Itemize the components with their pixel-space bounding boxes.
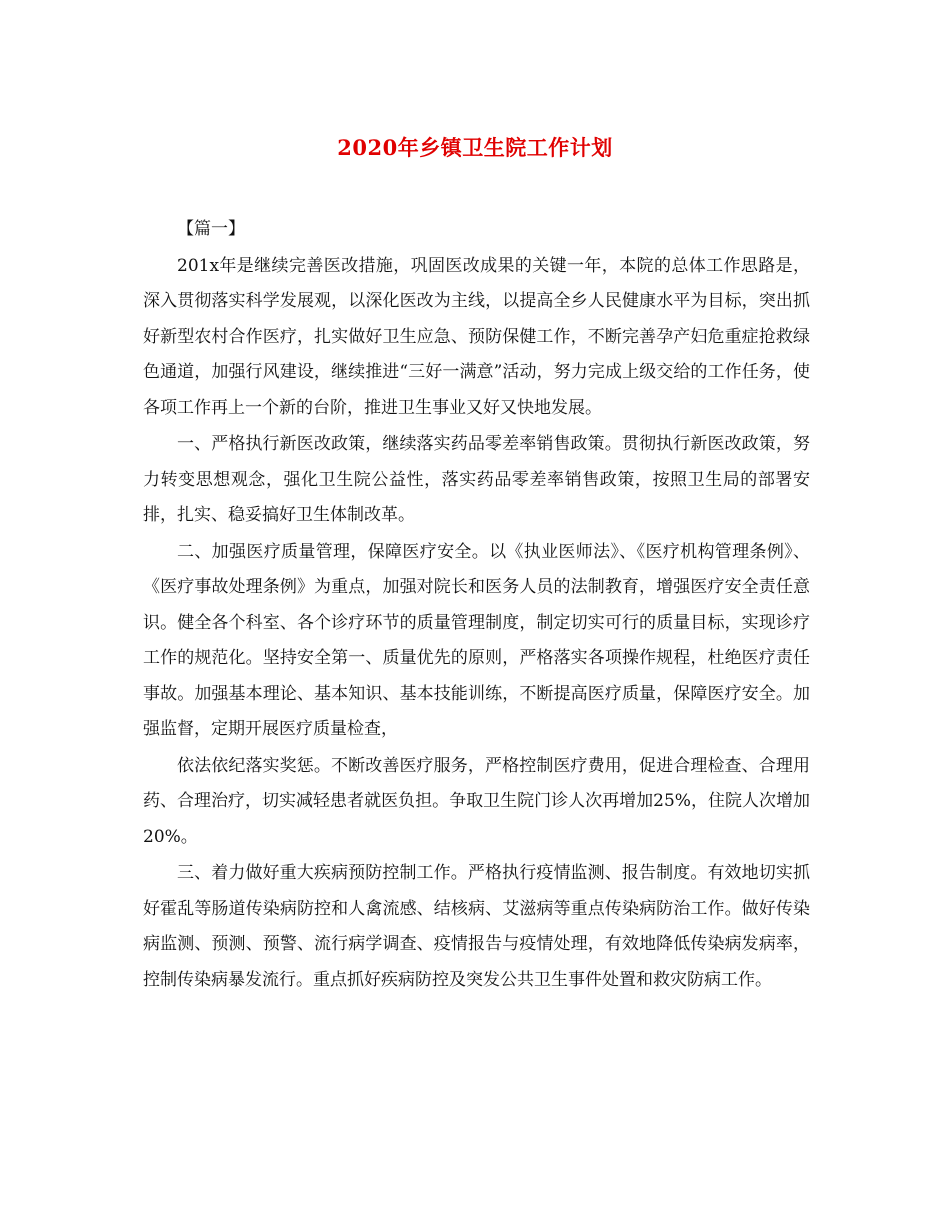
paragraph-disease-control: 三、着力做好重大疾病预防控制工作。严格执行疫情监测、报告制度。有效地切实抓好霍乱等肠道传染病防控和人禽流感、结核病、艾滋病等重点传染病防治工作。做好传染病监测、预测、预警、流行病学调查、疫情报告与疫情处理，有效地降低传染病发病率，控制传染病暴发流行。重点抓好疾病防控及突发公共卫生事件处置和救灾防病工作。 — [143, 863, 810, 990]
paragraph-quality: 二、加强医疗质量管理，保障医疗安全。以《执业医师法》、《医疗机构管理条例》、《医疗事故处理条例》为重点，加强对院长和医务人员的法制教育，增强医疗安全责任意识。健全各个科室、各个诊疗环节的质量管理制度，制定切实可行的质量目标，实现诊疗工作的规范化。坚持安全第一、质量优先的原则，严格落实各项操作规程，杜绝医疗责任事故。加强基本理论、基本知识、基本技能训练，不断提高医疗质量，保障医疗安全。加强监督，定期开展医疗质量检查， — [143, 541, 810, 739]
document-title: 2020年乡镇卫生院工作计划 — [337, 135, 613, 160]
paragraph-intro: 201x年是继续完善医改措施，巩固医改成果的关键一年，本院的总体工作思路是，深入贯彻落实科学发展观，以深化医改为主线，以提高全乡人民健康水平为目标，突出抓好新型农村合作医疗，扎实做好卫生应急、预防保健工作，不断完善孕产妇危重症抢救绿色通道，加强行风建设，继续推进“三好一满意”活动，努力完成上级交给的工作任务，使各项工作再上一个新的台阶，推进卫生事业又好又快地发展。 — [143, 255, 810, 418]
paragraph-service: 依法依纪落实奖惩。不断改善医疗服务，严格控制医疗费用，促进合理检查、合理用药、合理治疗，切实减轻患者就医负担。争取卫生院门诊人次再增加25%，住院人次增加20%。 — [143, 755, 810, 847]
document-body — [143, 212, 810, 999]
paragraph-policy: 一、严格执行新医改政策，继续落实药品零差率销售政策。贯彻执行新医改政策，努力转变思想观念，强化卫生院公益性，落实药品零差率销售政策，按照卫生局的部署安排，扎实、稳妥搞好卫生体制改革。 — [143, 434, 810, 525]
section-label: 【篇一】 — [177, 219, 245, 239]
